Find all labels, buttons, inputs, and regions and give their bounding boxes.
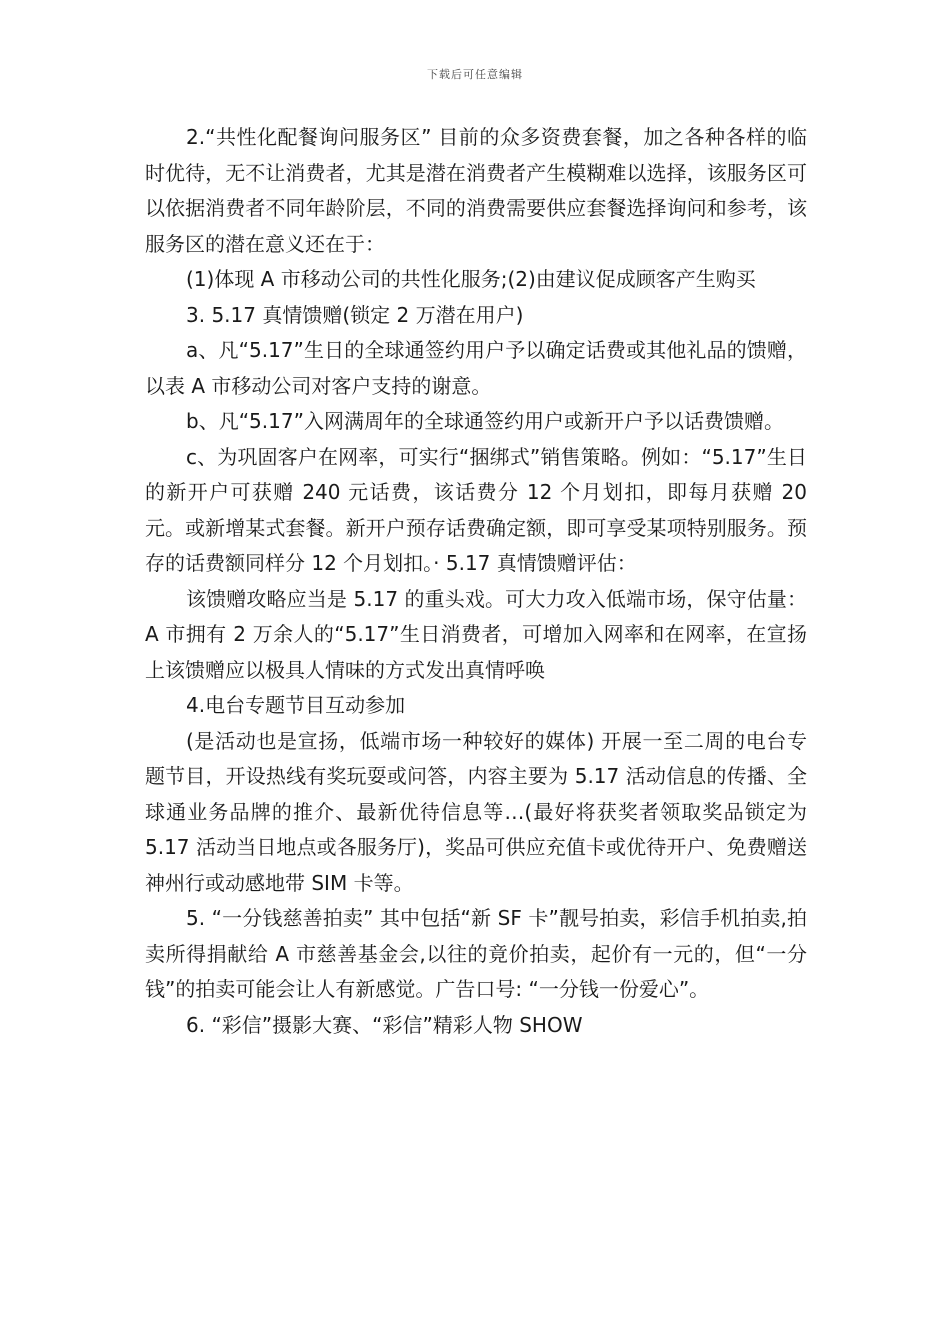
paragraph-heading-radio: 4.电台专题节目互动参加 bbox=[186, 693, 406, 717]
paragraph-service-area: 2.“共性化配餐询问服务区” 目前的众多资费套餐，加之各种各样的临时优待，无不让消费者，尤其是潜在消费者产生模糊难以选择，该服务区可以依据消费者不同年龄阶层，不同的消费需要供应套餐选择询问和参考，该服务区的潜在意义还在于： bbox=[145, 125, 807, 256]
paragraph-charity-auction: 5. “一分钱慈善拍卖” 其中包括“新 SF 卡”靓号拍卖，彩信手机拍卖,拍卖所得捐献给 A 市慈善基金会,以往的竟价拍卖，起价有一元的，但“一分钱”的拍卖可能会让人有新感觉。广告口号: “一分钱一份爱心”。 bbox=[145, 906, 807, 1001]
paragraph-item-c: c、为巩固客户在网率，可实行“捆绑式”销售策略。例如：“5.17”生日的新开户可获赠 240 元话费，该话费分 12 个月划扣，即每月获赠 20 元。或新增某式套餐。新开户预存话费确定额，即可享受某项特别服务。预存的话费额同样分 12 个月划扣。· 5.17 真情馈赠评估： bbox=[145, 444, 807, 575]
paragraph-gift-evaluation: 该馈赠攻略应当是 5.17 的重头戏。可大力攻入低端市场，保守估量：A 市拥有 2 万余人的“5.17”生日消费者，可增加入网率和在网率，在宣扬上该馈赠应以极具人情味的方式发出真情呼唤 bbox=[145, 586, 807, 682]
paragraph-heading-gift: 3. 5.17 真情馈赠(锁定 2 万潜在用户) bbox=[186, 302, 524, 327]
page-header: 下载后可任意编辑 bbox=[427, 68, 523, 81]
document-body bbox=[145, 120, 807, 1043]
paragraph-radio-details: (是活动也是宣扬，低端市场一种较好的媒体) 开展一至二周的电台专题节目，开设热线有奖玩耍或问答，内容主要为 5.17 活动信息的传播、全球通业务品牌的推介、最新优待信息等…(最好将获奖者领取奖品锁定为 5.17 活动当日地点或各服务厅)，奖品可供应充值卡或优待开户、免费赠送神州行或动感地带 SIM 卡等。 bbox=[145, 728, 807, 895]
paragraph-service-significance: (1)体现 A 市移动公司的共性化服务;(2)由建议促成顾客产生购买 bbox=[186, 267, 756, 291]
paragraph-item-a: a、凡“5.17”生日的全球通签约用户予以确定话费或其他礼品的馈赠，以表 A 市移动公司对客户支持的谢意。 bbox=[145, 338, 807, 398]
paragraph-item-b: b、凡“5.17”入网满周年的全球通签约用户或新开户予以话费馈赠。 bbox=[186, 409, 784, 433]
paragraph-heading-photo-contest: 6. “彩信”摄影大赛、“彩信”精彩人物 SHOW bbox=[186, 1012, 583, 1037]
